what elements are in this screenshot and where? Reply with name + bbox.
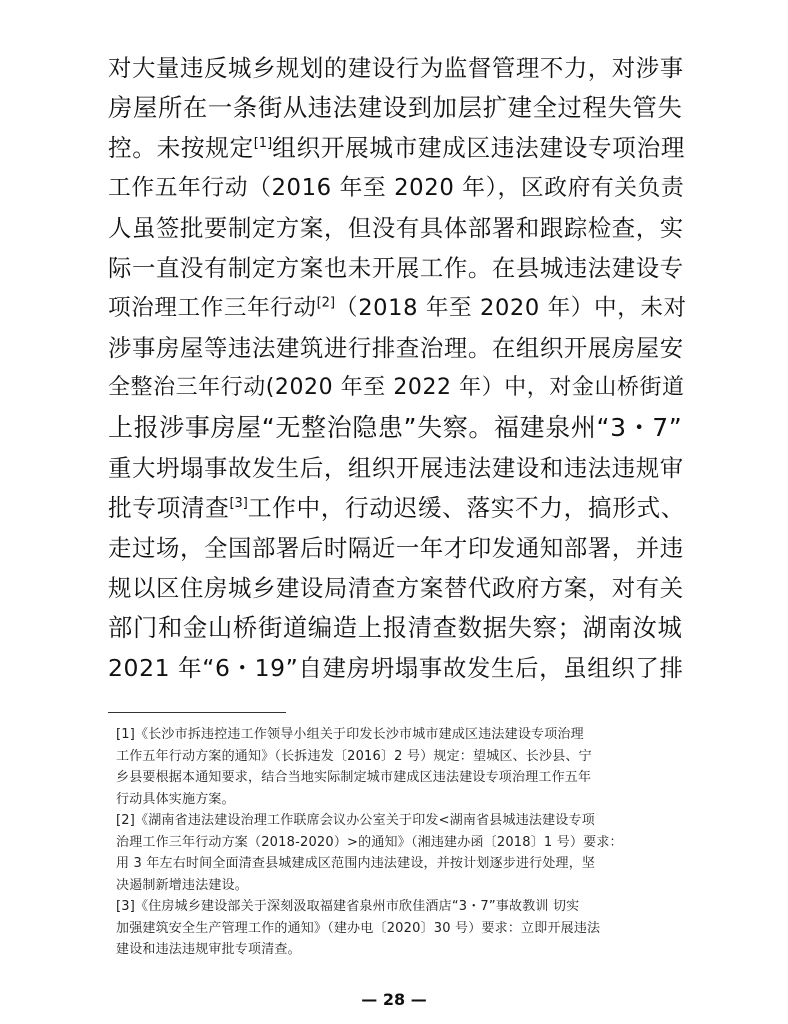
footnote-line: 工作五年行动方案的通知》（长拆违发〔2016〕2 号）规定：望城区、长沙县、宁 (116, 748, 592, 764)
body-line (108, 568, 688, 608)
body-line (108, 168, 688, 208)
footnote-line: 乡县要根据本通知要求，结合当地实际制定城市建成区违法建设专项治理工作五年 (116, 770, 592, 785)
body-text-segment: 走过场，全国部署后时隔近一年才印发通知部署，并违 (108, 534, 684, 562)
body-line (108, 648, 688, 688)
footnote-line: 加强建筑安全生产管理工作的通知》（建办电〔2020〕30 号）要求：立即开展违法 (116, 920, 601, 936)
footnotes (116, 724, 688, 961)
footnote-line: 决遏制新增违法建设。 (116, 877, 249, 893)
body-paragraph (108, 48, 688, 688)
body-line (108, 408, 688, 448)
body-text-segment: 规以区住房城乡建设局清查方案替代政府方案，对有关 (108, 574, 684, 602)
footnote-line: 治理工作三年行动方案（2018-2020）>的通知》（湘违建办函〔2018〕1 号）要求： (116, 834, 623, 850)
body-text-segment: 人虽签批要制定方案，但没有具体部署和跟踪检查，实 (108, 214, 684, 242)
body-line (108, 208, 688, 248)
body-line (108, 488, 688, 528)
body-line (108, 128, 688, 168)
body-text-segment: 2021 年“6・19”自建房坍塌事故发生后，虽组织了排 (108, 654, 684, 682)
page-number: — 28 — (361, 990, 427, 1009)
body-line (108, 248, 688, 288)
footnote-reference: [1] (253, 136, 273, 152)
body-line (108, 528, 688, 568)
body-line (108, 288, 688, 328)
footnote-line: 行动具体实施方案。 (116, 791, 235, 807)
body-text-segment: 对大量违反城乡规划的建设行为监督管理不力，对涉事 (108, 54, 684, 82)
body-line (108, 608, 688, 648)
footnote-line: 建设和违法违规审批专项清查。 (116, 942, 301, 957)
body-text-segment: 涉事房屋等违法建筑进行排查治理。在组织开展房屋安 (108, 334, 684, 362)
body-line (108, 328, 688, 368)
footnote-reference: [3] (229, 496, 248, 512)
body-text-segment: （2018 年至 2020 年）中，未对 (335, 295, 687, 321)
footnote-line: 用 3 年左右时间全面清查县城建成区范围内违法建设，并按计划逐步进行处理，坚 (116, 856, 596, 871)
body-text-segment: 重大坍塌事故发生后，组织开展违法建设和违法违规审 (108, 454, 684, 482)
body-text-segment: 部门和金山桥街道编造上报清查数据失察；湖南汝城 (108, 613, 683, 642)
body-line (108, 48, 688, 88)
body-text-segment: 上报涉事房屋“无整治隐患”失察。福建泉州“3・7” (108, 413, 683, 442)
body-text-segment: 房屋所在一条街从违法建设到加层扩建全过程失管失 (108, 93, 683, 122)
body-text-segment: 控。未按规定 (108, 134, 254, 162)
footnote-separator (108, 712, 286, 713)
body-text-segment: 组织开展城市建成区违法建设专项治理 (272, 134, 686, 162)
body-text-segment: 工作中，行动迟缓、落实不力，搞形式、 (247, 494, 686, 522)
body-line (108, 88, 688, 128)
body-text-segment: 际一直没有制定方案也未开展工作。在县城违法建设专 (108, 254, 684, 282)
body-text-segment: 批专项清查 (108, 494, 230, 522)
body-text-segment: 工作五年行动（2016 年至 2020 年），区政府有关负责 (108, 175, 685, 201)
body-line (108, 448, 688, 488)
footnote-line: [2]《湖南省违法建设治理工作联席会议办公室关于印发<湖南省县城违法建设专项 (116, 813, 595, 828)
footnote-reference: [2] (316, 295, 336, 311)
body-text-segment: 全整治三年行动(2020 年至 2022 年）中，对金山桥街道 (108, 375, 685, 400)
footnote-line: [1]《长沙市拆违控违工作领导小组关于印发长沙市城市建成区违法建设专项治理 (116, 727, 584, 742)
body-line (108, 368, 688, 408)
footnote-line: [3]《住房城乡建设部关于深刻汲取福建省泉州市欣佳酒店“3・7”事故教训 切实 (116, 899, 580, 914)
body-text-segment: 项治理工作三年行动 (108, 295, 317, 321)
